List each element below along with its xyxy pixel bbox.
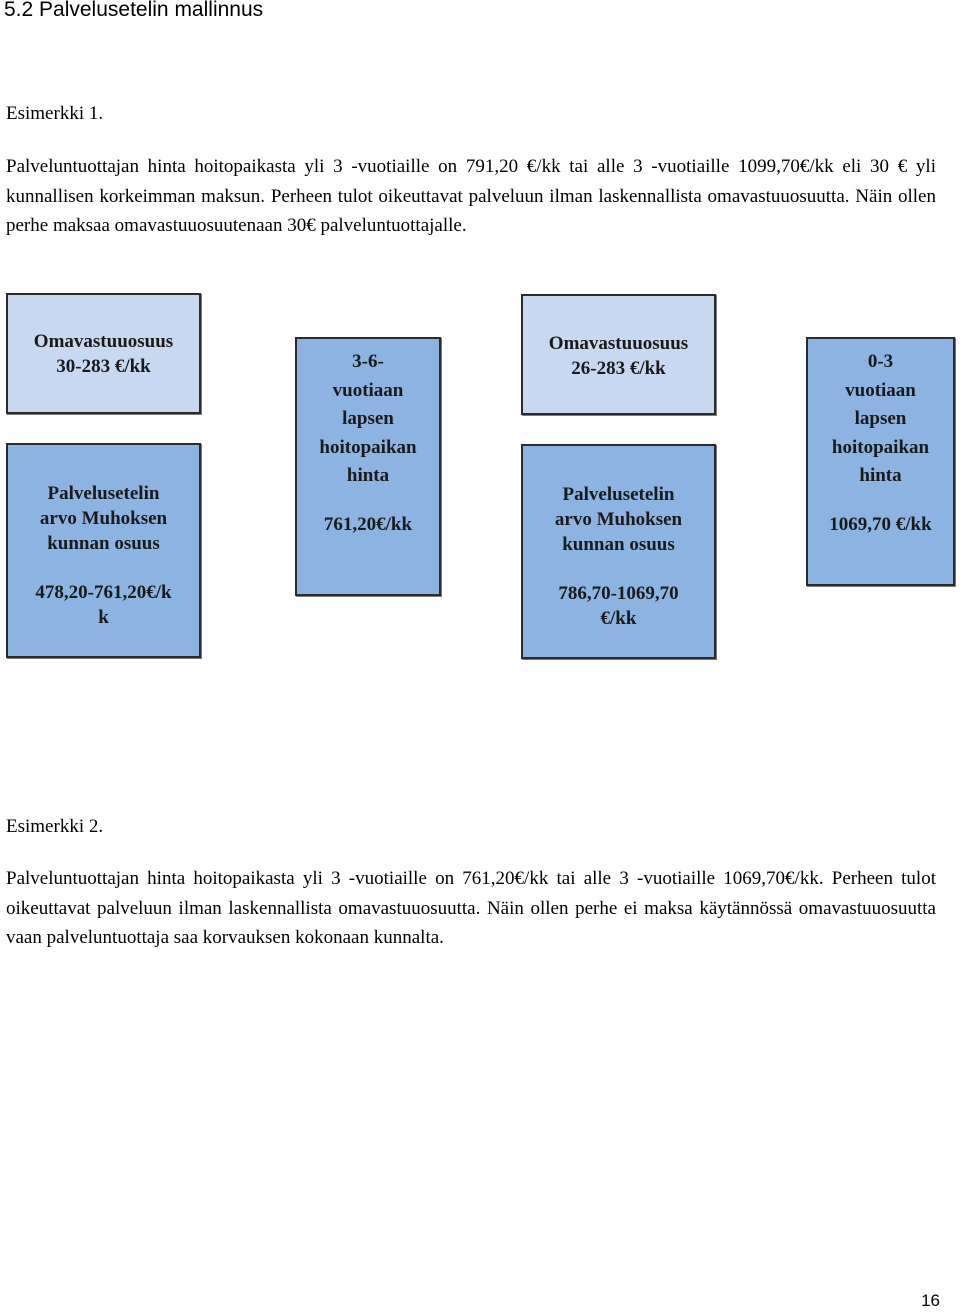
section-heading: 5.2 Palvelusetelin mallinnus xyxy=(4,0,264,21)
voucher-value-range: 478,20-761,20€/k k xyxy=(35,582,172,628)
care-price-amount: 761,20€/kk xyxy=(323,514,413,535)
own-share-label: Omavastuuosuus xyxy=(33,331,174,352)
example-2-label: Esimerkki 2. xyxy=(6,816,104,837)
care-price-box-3-6 xyxy=(295,337,441,596)
voucher-value-box-0-3 xyxy=(521,444,716,659)
voucher-value-label: Palvelusetelin arvo Muhoksen kunnan osuus xyxy=(39,483,168,554)
example-2-paragraph: Palveluntuottajan hinta hoitopaikasta yli 3 -vuotiaille on 761,20€/kk tai alle 3 -vuotiaille 1069,70€/kk. Perheen tulot oikeuttavat palveluun ilman laskennallista omavastuuosuutta. Näin ollen perhe ei maksa käytännössä omavastuuosuutta vaan palveluntuottaja saa korvauksen kokonaan kunnalta. xyxy=(6,868,936,948)
voucher-value-box-3-6 xyxy=(6,443,201,658)
example-1-label: Esimerkki 1. xyxy=(6,103,104,124)
voucher-value-range: 786,70-1069,70 €/kk xyxy=(558,583,679,629)
example-1-paragraph: Palveluntuottajan hinta hoitopaikasta yli 3 -vuotiaille on 791,20 €/kk tai alle 3 -vuotiaille 1099,70€/kk eli 30 € yli kunnallisen korkeimman maksun. Perheen tulot oikeuttavat palveluun ilman laskennallista omavastuuosuutta. Näin ollen perhe maksaa omavastuuosuutenaan 30€ palveluntuottajalle. xyxy=(6,156,936,236)
voucher-value-label: Palvelusetelin arvo Muhoksen kunnan osuus xyxy=(554,484,683,555)
care-price-label: 3-6- vuotiaan lapsen hoitopaikan hinta xyxy=(319,351,417,486)
care-price-label: 0-3 vuotiaan lapsen hoitopaikan hinta xyxy=(831,351,930,486)
own-share-label: Omavastuuosuus xyxy=(548,333,689,354)
own-share-range: 26-283 €/kk xyxy=(571,358,666,379)
page-number: 16 xyxy=(921,1291,940,1310)
own-share-box-3-6 xyxy=(6,293,201,414)
care-price-amount: 1069,70 €/kk xyxy=(829,514,932,535)
care-price-box-0-3 xyxy=(806,337,955,586)
own-share-range: 30-283 €/kk xyxy=(56,356,151,377)
own-share-box-0-3 xyxy=(521,294,716,415)
